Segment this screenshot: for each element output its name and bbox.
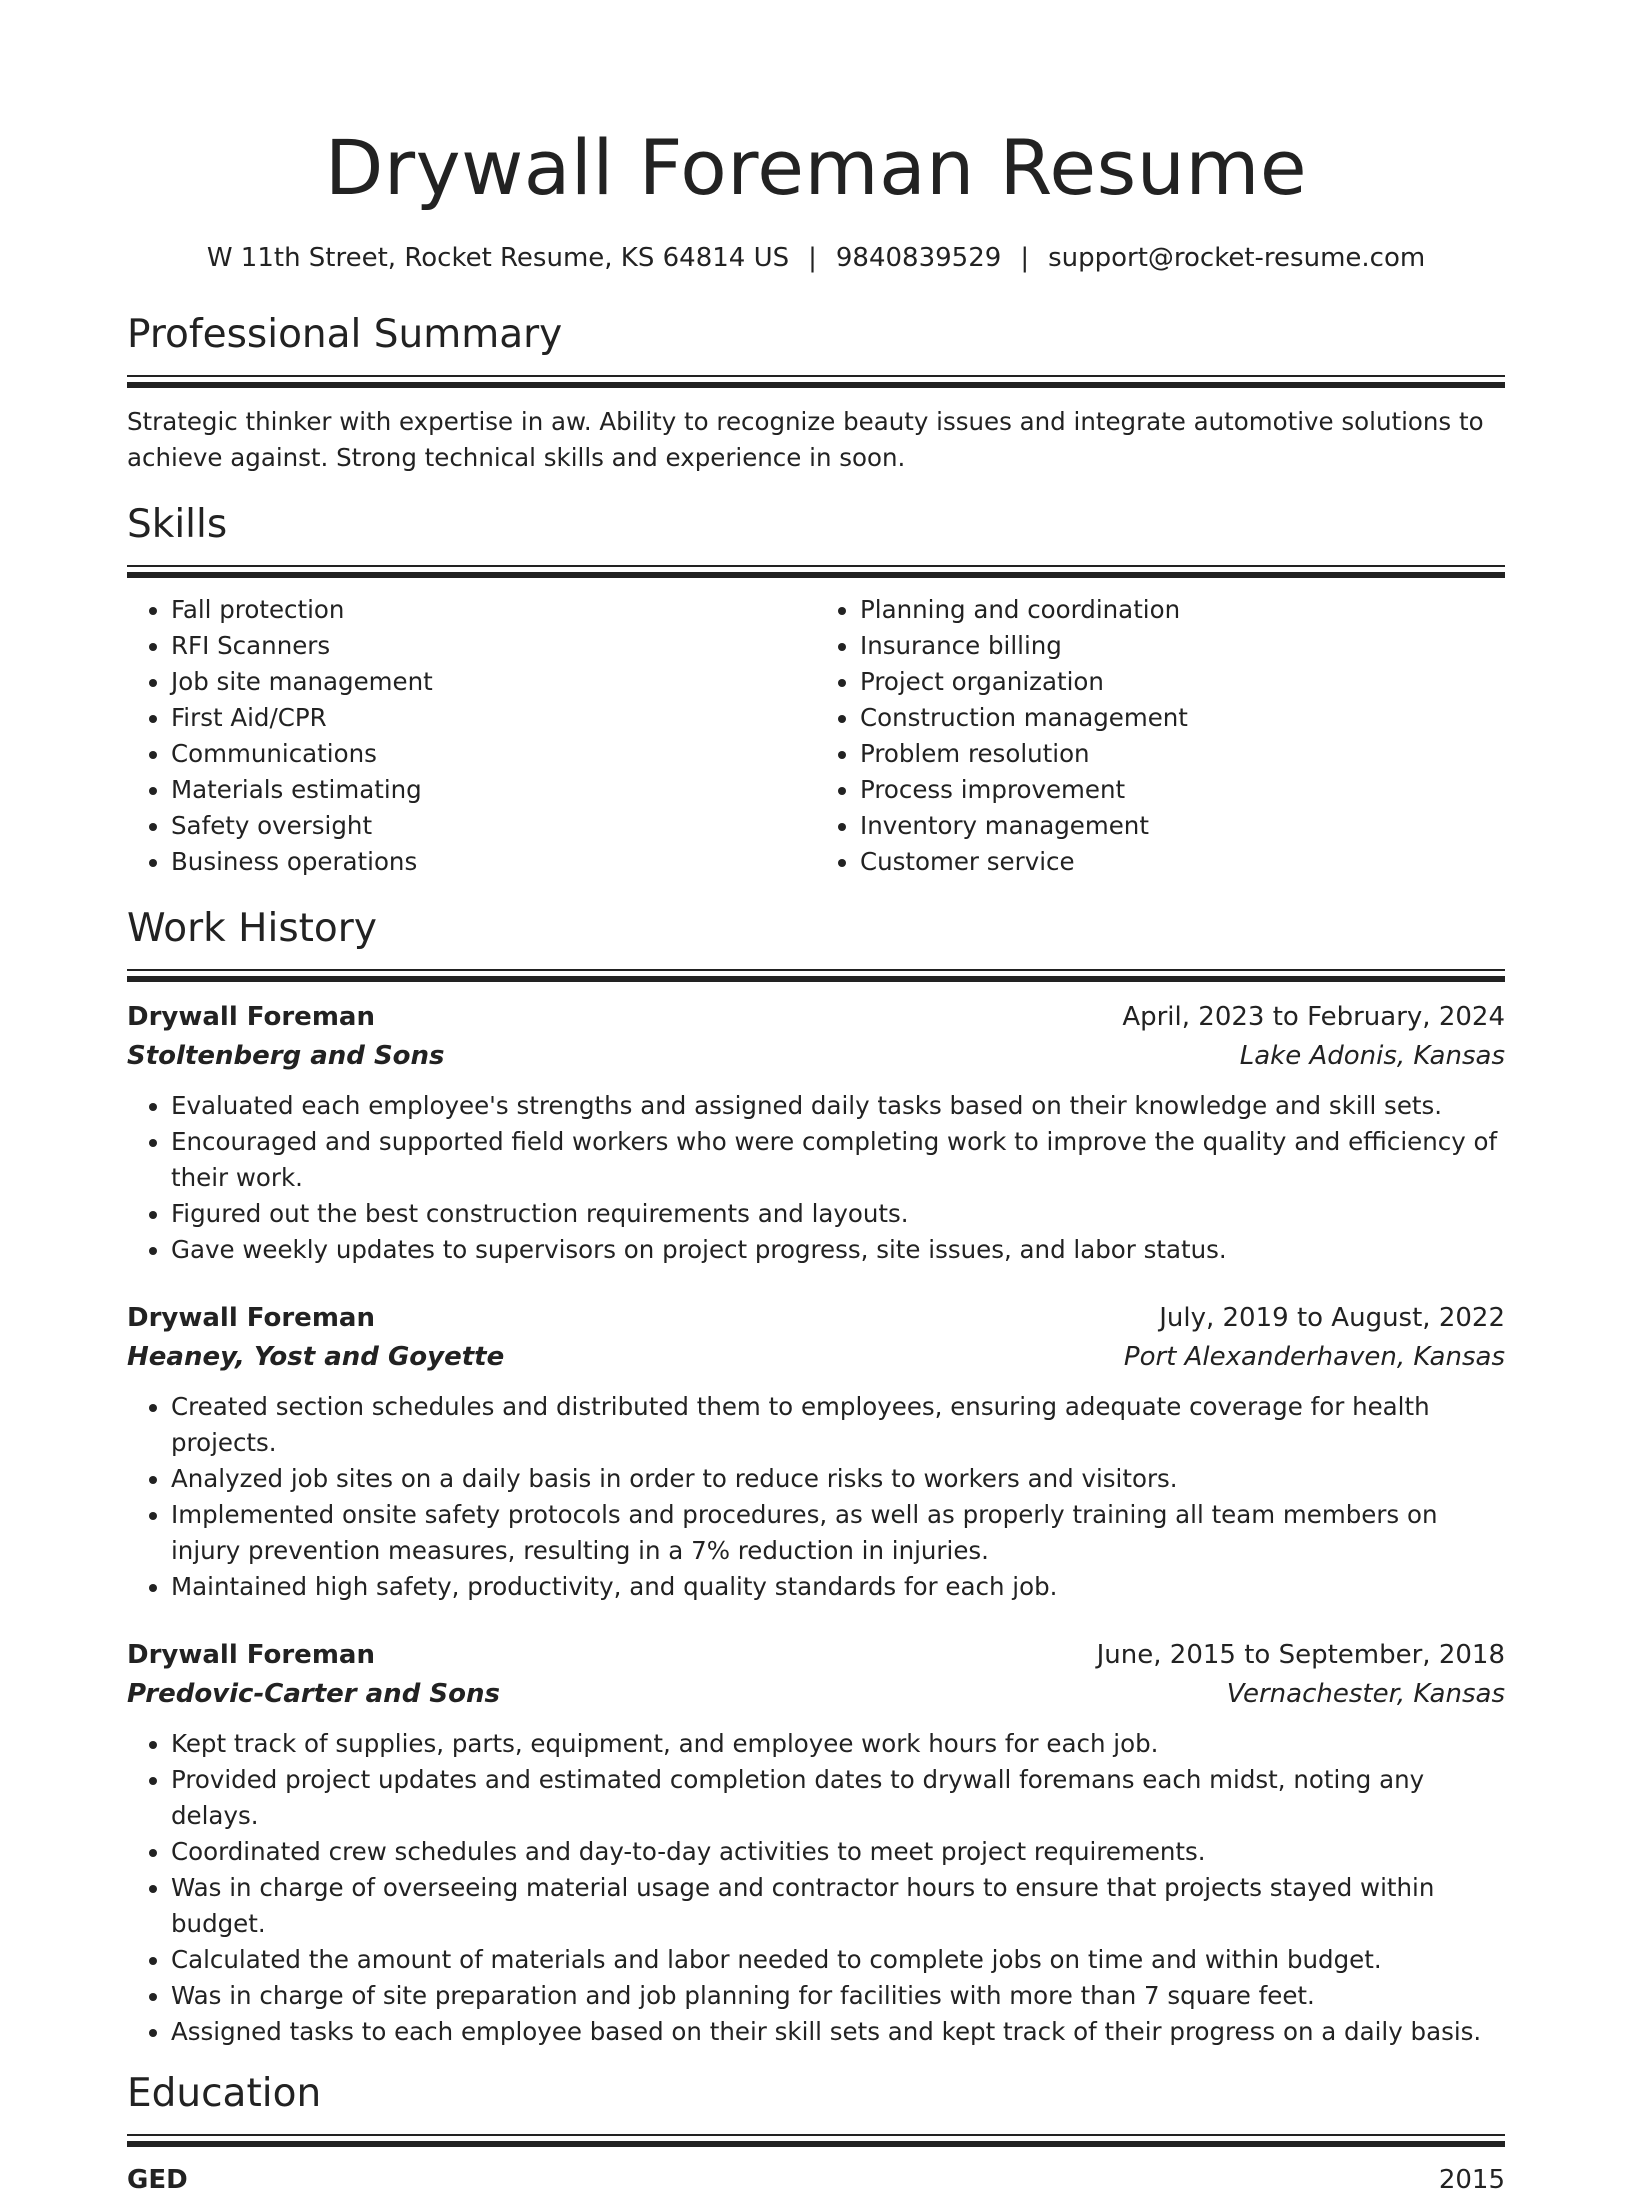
section-divider	[127, 565, 1505, 578]
job-bullet: • Analyzed job sites on a daily basis in order to reduce risks to workers and visitors.	[171, 1461, 1505, 1497]
skill-item: • RFI Scanners	[171, 628, 816, 664]
job-company: Predovic-Carter and Sons	[127, 1679, 500, 1709]
job-location: Vernachester, Kansas	[1226, 1679, 1505, 1709]
skill-item: • Problem resolution	[860, 736, 1505, 772]
skill-item: • Inventory management	[860, 808, 1505, 844]
skill-item: • Fall protection	[171, 592, 816, 628]
skills-section	[127, 501, 1505, 880]
skill-item: • Job site management	[171, 664, 816, 700]
summary-section	[127, 311, 1505, 476]
job-bullet: • Figured out the best construction requirements and layouts.	[171, 1196, 1505, 1232]
summary-text: Strategic thinker with expertise in aw. Ability to recognize beauty issues and integrate automotive solutions to achieve against. Strong technical skills and experience in soon.	[127, 407, 1484, 472]
job-title: Drywall Foreman	[127, 1640, 375, 1670]
contact-address: W 11th Street, Rocket Resume, KS 64814 US	[206, 243, 790, 273]
job-bullet: • Calculated the amount of materials and labor needed to complete jobs on time and within budget.	[171, 1942, 1505, 1978]
job-header	[127, 1299, 1505, 1337]
contact-email: support@rocket-resume.com	[1048, 243, 1426, 273]
skill-item: • Construction management	[860, 700, 1505, 736]
job-header	[127, 998, 1505, 1036]
job-subheader	[127, 1036, 1505, 1076]
job-bullets	[127, 1726, 1505, 2050]
skill-item: • First Aid/CPR	[171, 700, 816, 736]
job-subheader	[127, 1674, 1505, 1714]
job-entry	[127, 998, 1505, 1268]
skills-columns	[127, 592, 1505, 880]
education-section	[127, 2070, 1505, 2199]
skill-item: • Business operations	[171, 844, 816, 880]
job-bullet: • Gave weekly updates to supervisors on project progress, site issues, and labor status.	[171, 1232, 1505, 1268]
job-bullet: • Coordinated crew schedules and day-to-day activities to meet project requirements.	[171, 1834, 1505, 1870]
job-dates: April, 2023 to February, 2024	[1122, 1002, 1505, 1032]
work-history-heading: Work History	[127, 906, 377, 951]
job-company: Stoltenberg and Sons	[127, 1041, 445, 1071]
job-dates: July, 2019 to August, 2022	[1159, 1303, 1505, 1333]
contact-line	[127, 242, 1505, 274]
job-title: Drywall Foreman	[127, 1002, 375, 1032]
section-divider	[127, 375, 1505, 388]
skill-item: • Communications	[171, 736, 816, 772]
job-subheader	[127, 1337, 1505, 1377]
job-bullet: • Assigned tasks to each employee based on their skill sets and kept track of their progress on a daily basis.	[171, 2014, 1505, 2050]
job-bullet: • Created section schedules and distributed them to employees, ensuring adequate coverage for health projects.	[171, 1389, 1505, 1461]
job-bullet: • Encouraged and supported field workers who were completing work to improve the quality and efficiency of their work.	[171, 1124, 1505, 1196]
skills-list-left	[127, 592, 816, 880]
job-location: Lake Adonis, Kansas	[1239, 1041, 1505, 1071]
job-company: Heaney, Yost and Goyette	[127, 1342, 505, 1372]
education-entry	[127, 2161, 1505, 2199]
job-bullet: • Evaluated each employee's strengths and assigned daily tasks based on their knowledge and skill sets.	[171, 1088, 1505, 1124]
job-header	[127, 1636, 1505, 1674]
section-divider	[127, 2134, 1505, 2147]
education-degree: GED	[127, 2165, 188, 2195]
resume-title: Drywall Foreman Resume	[324, 123, 1308, 212]
skill-item: • Insurance billing	[860, 628, 1505, 664]
job-bullet: • Was in charge of site preparation and job planning for facilities with more than 7 square feet.	[171, 1978, 1505, 2014]
job-bullets	[127, 1088, 1505, 1268]
skill-item: • Planning and coordination	[860, 592, 1505, 628]
job-dates: June, 2015 to September, 2018	[1096, 1640, 1505, 1670]
contact-separator: |	[1020, 243, 1030, 273]
job-entry	[127, 1299, 1505, 1605]
skill-item: • Materials estimating	[171, 772, 816, 808]
job-location: Port Alexanderhaven, Kansas	[1123, 1342, 1505, 1372]
education-year: 2015	[1438, 2165, 1505, 2195]
job-bullet: • Provided project updates and estimated completion dates to drywall foremans each midst, noting any delays.	[171, 1762, 1505, 1834]
section-divider	[127, 969, 1505, 982]
summary-heading: Professional Summary	[127, 312, 563, 357]
skill-item: • Customer service	[860, 844, 1505, 880]
contact-separator: |	[808, 243, 817, 273]
work-history-section	[127, 905, 1505, 2050]
job-entry	[127, 1636, 1505, 2050]
skills-list-right	[816, 592, 1505, 880]
skill-item: • Safety oversight	[171, 808, 816, 844]
job-bullet: • Maintained high safety, productivity, and quality standards for each job.	[171, 1569, 1505, 1605]
job-bullet: • Was in charge of overseeing material usage and contractor hours to ensure that projects stayed within budget.	[171, 1870, 1505, 1942]
contact-phone: 9840839529	[835, 243, 1002, 273]
job-bullets	[127, 1389, 1505, 1605]
job-title: Drywall Foreman	[127, 1303, 375, 1333]
skill-item: • Project organization	[860, 664, 1505, 700]
education-heading: Education	[127, 2071, 322, 2116]
skill-item: • Process improvement	[860, 772, 1505, 808]
job-bullet: • Implemented onsite safety protocols and procedures, as well as properly training all team members on injury prevention measures, resulting in a 7% reduction in injuries.	[171, 1497, 1505, 1569]
job-bullet: • Kept track of supplies, parts, equipment, and employee work hours for each job.	[171, 1726, 1505, 1762]
skills-heading: Skills	[127, 502, 228, 547]
